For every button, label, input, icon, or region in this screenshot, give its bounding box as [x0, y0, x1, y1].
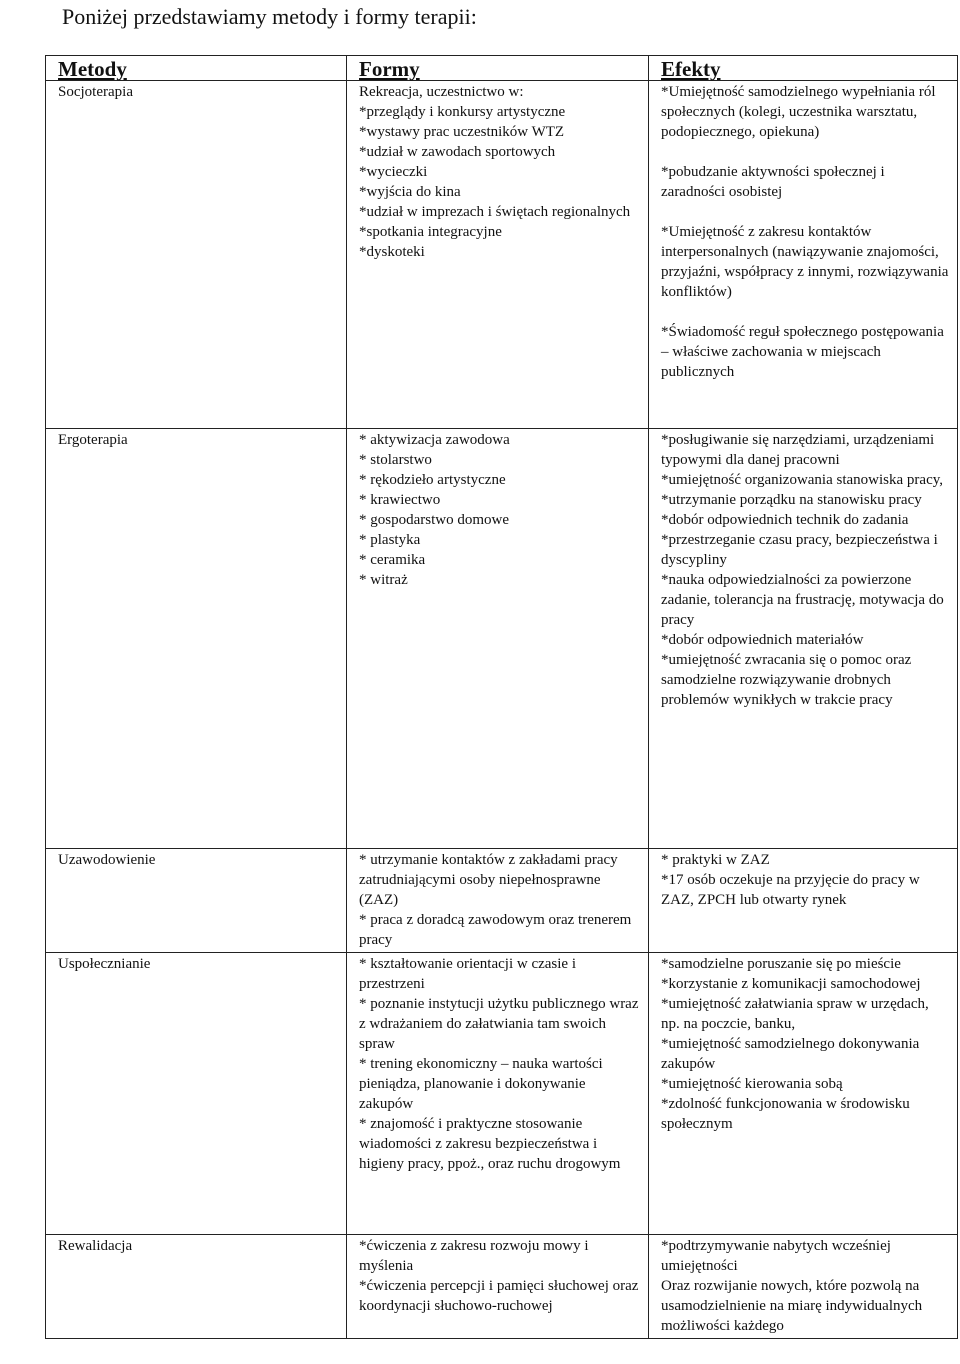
effect-item: *Świadomość reguł społecznego postępowania – właściwe zachowania w miejscach publicznych: [661, 324, 944, 380]
effect-item: *umiejętność samodzielnego dokonywania zakupów: [661, 1036, 920, 1072]
form-item: *spotkania integracyjne: [359, 224, 502, 240]
effect-item: *umiejętność załatwiania spraw w urzędach, np. na poczcie, banku,: [661, 996, 929, 1032]
form-item: * trening ekonomiczny – nauka wartości pieniądza, planowanie i dokonywanie zakupów: [359, 1056, 603, 1112]
form-item: * gospodarstwo domowe: [359, 512, 509, 528]
form-item: *udział w imprezach i świętach regionalnych: [359, 204, 631, 220]
effect-item: *posługiwanie się narzędziami, urządzeniami typowymi dla danej pracowni: [661, 432, 935, 468]
form-item: * poznanie instytucji użytku publicznego wraz z wdrażaniem do załatwiania tam swoich spraw: [359, 996, 639, 1052]
effect-item: *dobór odpowiednich technik do zadania: [661, 512, 909, 528]
table-row: [46, 953, 958, 1235]
effect-item: *umiejętność zwracania się o pomoc oraz samodzielne rozwiązywanie drobnych problemów wynikłych w trakcie pracy: [661, 652, 912, 708]
forms-cell: [347, 849, 649, 953]
effect-item: *podtrzymywanie nabytych wcześniej umiejętności: [661, 1238, 891, 1274]
header-methods: Metody: [46, 56, 347, 81]
method-cell: Rewalidacja: [46, 1235, 347, 1339]
form-item: *dyskoteki: [359, 244, 425, 260]
effect-item: *Umiejętność samodzielnego wypełniania ról społecznych (kolegi, uczestnika warsztatu, podopiecznego, opiekuna): [661, 84, 936, 140]
effect-item: *Umiejętność z zakresu kontaktów interpersonalnych (nawiązywanie znajomości, przyjaźni, współpracy z innymi, rozwiązywania konfliktów): [661, 224, 949, 300]
effect-item: *korzystanie z komunikacji samochodowej: [661, 976, 921, 992]
therapy-table: [45, 55, 958, 1339]
forms-cell: [347, 1235, 649, 1339]
form-item: * witraż: [359, 572, 408, 588]
form-item: * krawiectwo: [359, 492, 441, 508]
form-item: *przeglądy i konkursy artystyczne: [359, 104, 566, 120]
form-item: *wystawy prac uczestników WTZ: [359, 124, 565, 140]
header-forms: Formy: [347, 56, 649, 81]
effect-item: *samodzielne poruszanie się po mieście: [661, 956, 901, 972]
table-row: [46, 81, 958, 429]
form-item: * praca z doradcą zawodowym oraz trenerem pracy: [359, 912, 632, 948]
header-effects: Efekty: [649, 56, 958, 81]
form-item: *wyjścia do kina: [359, 184, 461, 200]
effect-item: *przestrzeganie czasu pracy, bezpieczeństwa i dyscypliny: [661, 532, 938, 568]
effects-cell: [649, 81, 958, 429]
method-cell: Socjoterapia: [46, 81, 347, 429]
form-item: * aktywizacja zawodowa: [359, 432, 510, 448]
form-item: *wycieczki: [359, 164, 428, 180]
effect-item: *umiejętność kierowania sobą: [661, 1076, 843, 1092]
table-header-row: [46, 56, 958, 81]
effect-item: Oraz rozwijanie nowych, które pozwolą na usamodzielnienie na miarę indywidualnych możliwości każdego: [661, 1278, 923, 1334]
form-item: * plastyka: [359, 532, 421, 548]
effects-cell: [649, 849, 958, 953]
effects-cell: [649, 429, 958, 849]
effect-item: *zdolność funkcjonowania w środowisku społecznym: [661, 1096, 910, 1132]
form-item: *udział w zawodach sportowych: [359, 144, 556, 160]
effect-item: *pobudzanie aktywności społecznej i zaradności osobistej: [661, 164, 885, 200]
form-item: * ceramika: [359, 552, 426, 568]
effects-cell: [649, 953, 958, 1235]
effect-item: *umiejętność organizowania stanowiska pracy,: [661, 472, 943, 488]
forms-cell: [347, 81, 649, 429]
effect-item: *17 osób oczekuje na przyjęcie do pracy w ZAZ, ZPCH lub otwarty rynek: [661, 872, 920, 908]
form-item: *ćwiczenia z zakresu rozwoju mowy i myślenia: [359, 1238, 589, 1274]
forms-cell: [347, 953, 649, 1235]
effects-cell: [649, 1235, 958, 1339]
form-item: * stolarstwo: [359, 452, 432, 468]
form-item: *ćwiczenia percepcji i pamięci słuchowej oraz koordynacji słuchowo-ruchowej: [359, 1278, 639, 1314]
method-cell: Uzawodowienie: [46, 849, 347, 953]
forms-cell: [347, 429, 649, 849]
form-item: Rekreacja, uczestnictwo w:: [359, 84, 524, 100]
effect-item: *utrzymanie porządku na stanowisku pracy: [661, 492, 922, 508]
form-item: * utrzymanie kontaktów z zakładami pracy zatrudniającymi osoby niepełnosprawne (ZAZ): [359, 852, 618, 908]
form-item: * znajomość i praktyczne stosowanie wiadomości z zakresu bezpieczeństwa i higieny pracy, ppoż., oraz ruchu drogowym: [359, 1116, 621, 1172]
page-heading: Poniżej przedstawiamy metody i formy terapii:: [62, 4, 477, 29]
method-cell: Ergoterapia: [46, 429, 347, 849]
table-row: [46, 849, 958, 953]
effect-item: * praktyki w ZAZ: [661, 852, 770, 868]
table-row: [46, 429, 958, 849]
form-item: * rękodzieło artystyczne: [359, 472, 506, 488]
effect-item: *dobór odpowiednich materiałów: [661, 632, 864, 648]
effect-item: *nauka odpowiedzialności za powierzone zadanie, tolerancja na frustrację, motywacja do pracy: [661, 572, 944, 628]
method-cell: Uspołecznianie: [46, 953, 347, 1235]
table-row: [46, 1235, 958, 1339]
form-item: * kształtowanie orientacji w czasie i przestrzeni: [359, 956, 576, 992]
